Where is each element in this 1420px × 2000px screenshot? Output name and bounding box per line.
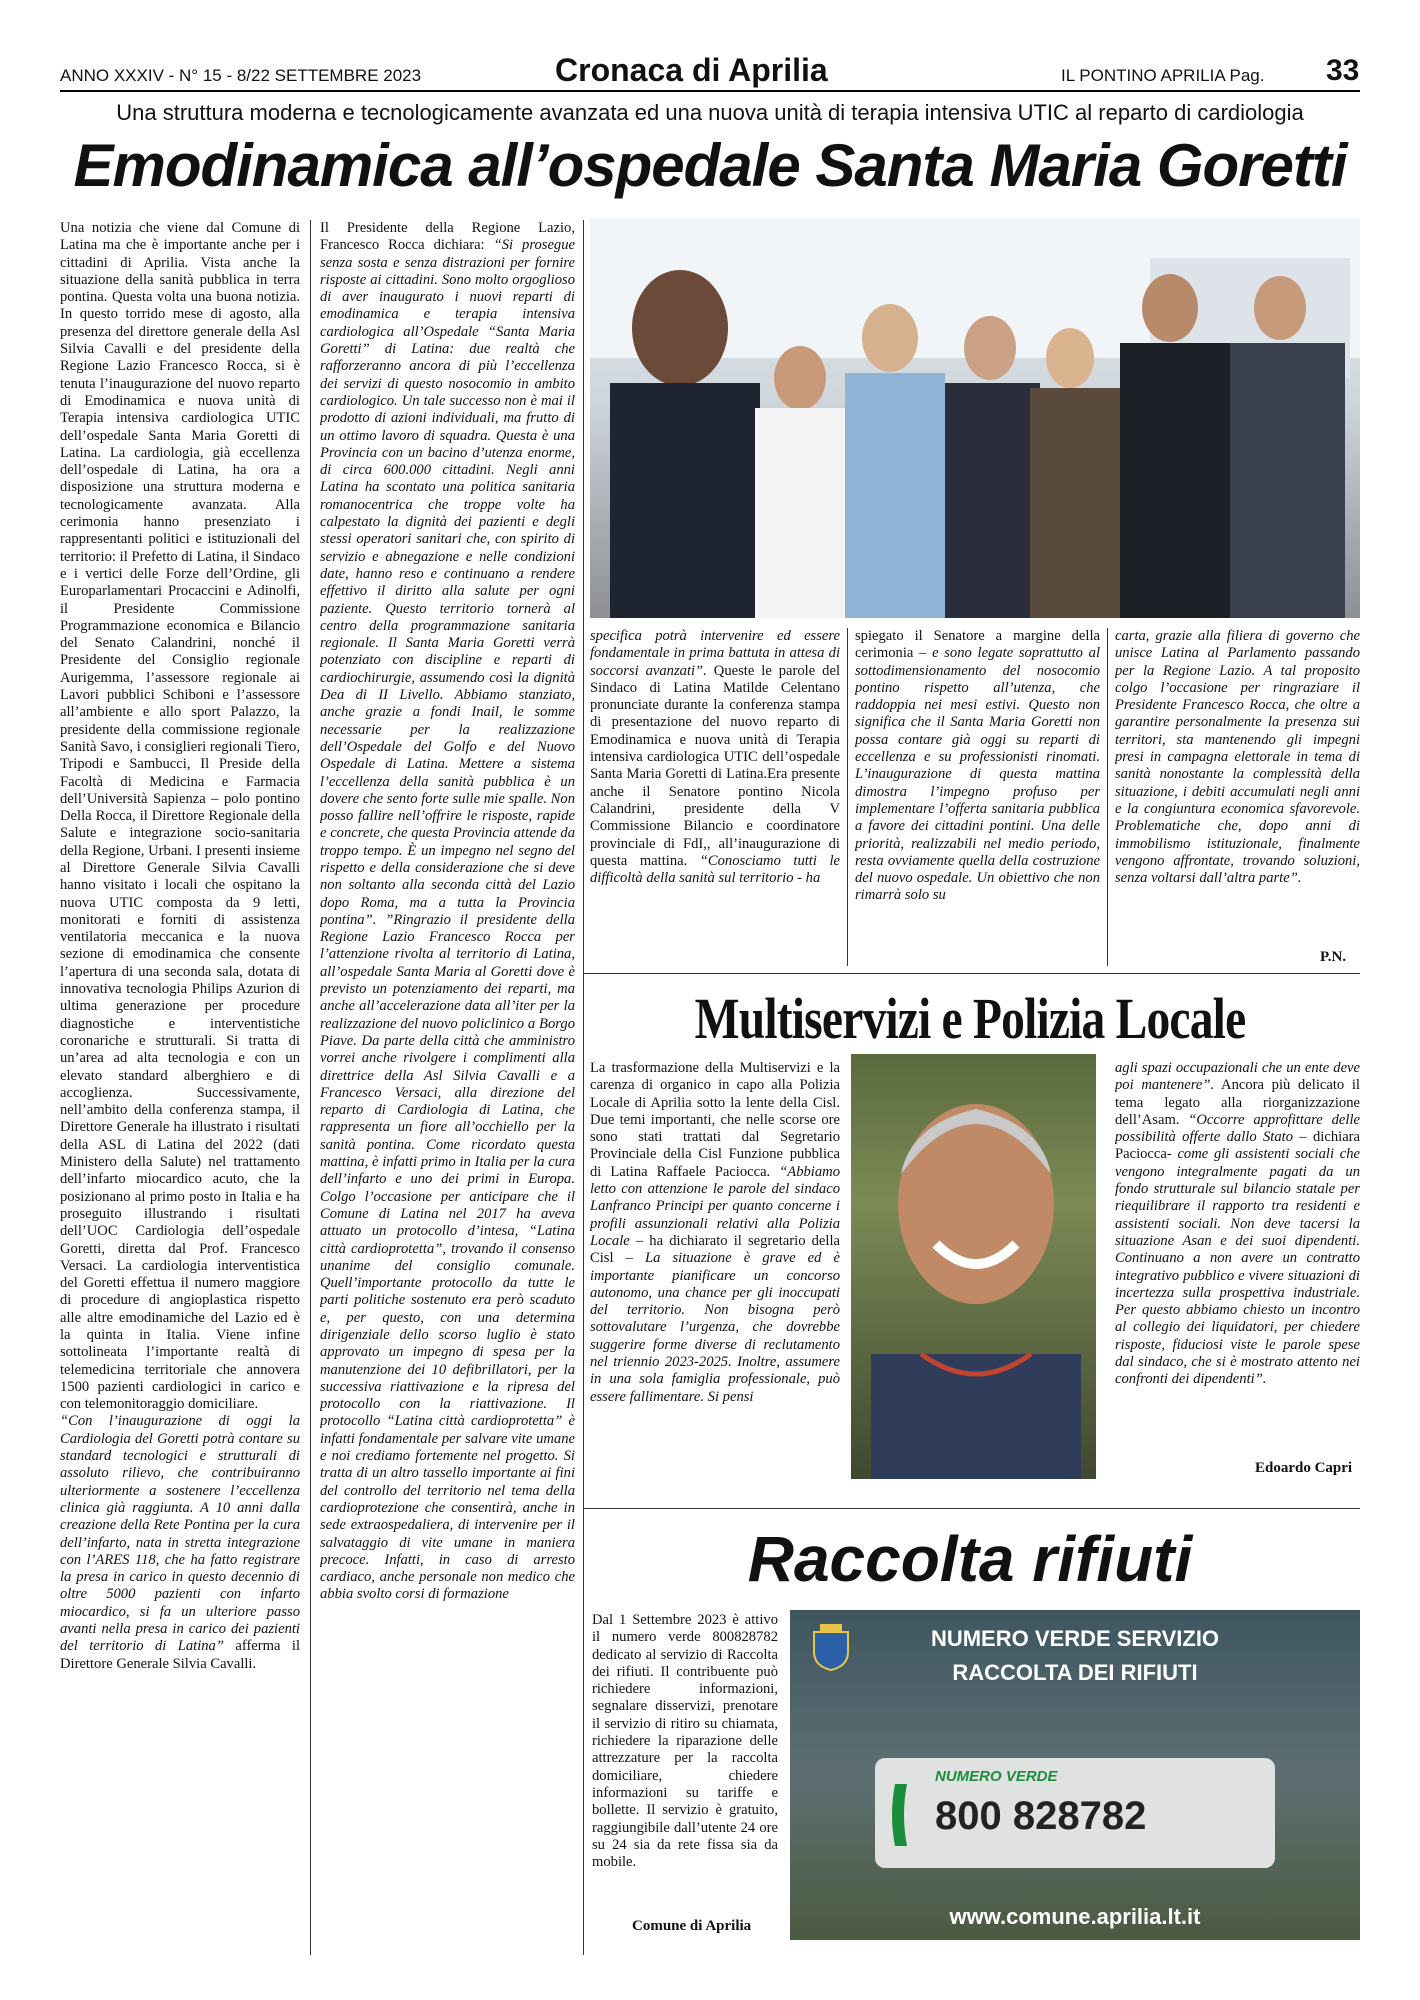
quote-text: “Conosciamo tutti le difficoltà della sanità sul territorio - ha bbox=[590, 852, 840, 887]
article-headline: Emodinamica all’ospedale Santa Maria Goretti bbox=[73, 132, 1347, 199]
multiservizi-headline: Multiservizi e Polizia Locale bbox=[694, 986, 1246, 1051]
article-signature: P.N. bbox=[1320, 949, 1347, 965]
ad-subtitle: RACCOLTA DEI RIFIUTI bbox=[952, 1660, 1198, 1685]
multiservizi-column-2 bbox=[1115, 1060, 1360, 1460]
quote-text: “Con l’inaugurazione di oggi la Cardiologia del Goretti potrà contare su standard tecnologici e strutturali di assoluto rilievo, che contribuiranno ulteriormente a sostenere l’eccellenza clinica già raggiunta. A 10 anni dalla creazione della Rete Pontina per la cura dell’infarto, nata in stretta integrazione con l’ARES 118, che ha fatto registrare la presa in carico in questo decennio di oltre 5000 pazienti con infarto miocardico, si fa un ulteriore passo avanti nella presa in carico dei pazienti del territorio di Latina” bbox=[60, 1413, 300, 1655]
numero-verde-ad bbox=[790, 1610, 1360, 1940]
multiservizi-column-1 bbox=[590, 1060, 840, 1480]
multiservizi-signature: Edoardo Capri bbox=[1255, 1460, 1353, 1476]
column-divider bbox=[310, 220, 311, 1955]
column-text: Queste le parole del Sindaco di Latina Matilde Celentano pronunciate durante la conferenza stampa di presentazione del nuovo reparto di Emodinamica e nuova unità di Terapia intensiva cardiologica UTIC dell’ospedale Santa Maria Goretti di Latina.Era presente anche il Senatore pontino Nicola Calandrini, presidente della V Commissione Bilancio e coordinatore provinciale di FdI,, all’inaugurazione di questa mattina. bbox=[590, 662, 840, 869]
section-title: Cronaca di Aprilia bbox=[555, 52, 828, 88]
section-divider bbox=[583, 1508, 1360, 1509]
quote-text: “Occorre approfittare delle possibilità offerte dallo Stato bbox=[1115, 1111, 1360, 1146]
article-subtitle: Una struttura moderna e tecnologicamente avanzata ed una nuova unità di terapia intensiva UTIC al reparto di cardiologia bbox=[116, 100, 1304, 125]
quote-text: “Si prosegue senza sosta e senza distrazioni per fornire risposte ai cittadini. Sono molto orgoglioso di aver inaugurato i nuovi reparti di emodinamica e terapia intensiva cardiologica all’Ospedale “Santa Maria Goretti” di Latina: due realtà che rafforzeranno ancora di più l’eccellenza dei servizi di questo nosocomio in ambito cardiologico. Un tale successo non è mai il prodotto di azioni individuali, ma frutto di un ottimo lavoro di squadra. Questa è una Provincia con un bacino d’utenza enorme, di circa 600.000 cittadini. Negli anni Latina ha scontato una politica sanitaria romanocentrica che troppe volte ha calpestato la dignità dei pazienti e degli stessi operatori sanitari che, con spirito di servizio e abnegazione e nelle condizioni date, hanno reso e continuano a rendere effettivo il diritto alla salute per ogni paziente. Questo territorio tornerà al centro della programmazione sanitaria regionale. Il Santa Maria Goretti verrà potenziato con discipline e reparti di cardiochirurgie, assumendo così la dignità Dea di II Livello. Abbiamo stanziato, anche grazie a fondi Inail, le somme necessarie per la realizzazione dell’Ospedale del Golfo e del Nuovo Ospedale di Latina. Mettere a sistema l’eccellenza della sanità pubblica è un dovere che sento forte sulle mie spalle. Non posso fallire nell’offrire le risposte, rapide e concrete, che questa Provincia attende da troppo tempo. È un impegno nel segno del rispetto e della considerazione che si deve non soltanto alla seconda città del Lazio dopo Roma, ma a tutta la Provincia pontina”. ”Ringrazio il presidente della Regione Lazio Francesco Rocca per l’attenzione rivolta al territorio di Latina, all’ospedale Santa Maria al Goretti dove è previsto un potenziamento dei reparti, ma anche all’accelerazione data all’iter per la realizzazione del nuovo policlinico a Borgo Piave. Da parte della città che amministro vorrei anche rivolgere i complimenti alla direttrice della Asl Silvia Cavalli e a Francesco Versaci, alla direzione del reparto di Cardiologia di Latina, che rappresenta un fiore all’occhiello per la sanità pontina. Come ricordato questa mattina, è infatti primo in Italia per la cura dell’infarto e uno dei primi in Europa. Colgo l’occasione per anticipare che il Comune di Latina nel 2017 ha aveva attuato un protocollo d’intesa, “Latina città cardioprotetta”, trovando il consenso unanime del consiglio comunale. Quell’importante protocollo da tutte le parti politiche sostenuto era però scaduto e, per questo, con una determina dirigenziale dello scorso luglio è stato approvato un impegno di spesa per la manutenzione dei 10 defibrillatori, per la successiva riattivazione e la ripresa del protocollo con la riattivazione. Il protocollo “Latina città cardioprotetta” è infatti fondamentale per salvare vite umane e noi crediamo fortemente nel progetto. Si tratta di un altro tassello importante ai fini del controllo del territorio nel tema della cardioprotezione che consentirà, anche in sede extraospedaliera, di intervenire per il salvataggio di vite umane in maniera precoce. Infatti, in caso di arresto cardiaco, anche personale non medico che abbia svolto corsi di formazione bbox=[320, 237, 575, 1603]
column-text: Dal 1 Settembre 2023 è attivo il numero verde 800828782 dedicato al servizio di Raccolta dei rifiuti. Il contribuente può richiedere informazioni, segnalare disservizi, prenotare il servizio di ritiro su chiamata, richiedere la riparazione delle attrezzature per la raccolta domiciliare, chiedere informazioni su tariffe e bollette. Il servizio è gratuito, raggiungibile dall’utente 24 ore su 24 sia da rete fissa sia da mobile. bbox=[592, 1612, 778, 1871]
publication-name: IL PONTINO APRILIA Pag. bbox=[1061, 66, 1265, 85]
column-text: afferma il Direttore Generale Silvia Cavalli. bbox=[60, 1638, 300, 1672]
column-text: Il Presidente della Regione Lazio, Francesco Rocca dichiara: bbox=[320, 220, 575, 254]
page-number: 33 bbox=[1326, 54, 1360, 87]
column-text: – dichiara Paciocca- bbox=[1115, 1129, 1360, 1163]
inauguration-photo bbox=[590, 218, 1360, 618]
ad-title: NUMERO VERDE SERVIZIO bbox=[930, 1626, 1220, 1651]
quote-text: come gli assistenti sociali che vengono integralmente pagati da un fondo strutturale sul bilancio statale per riequilibrare il rapporto tra residenti e assistenti sociali. Non deve tacersi la situazione Asan e dei suoi dipendenti. Continuano a non avere un contratto integrativo pubblico e vivere situazioni di incertezza sulla prospettiva industriale. Per questo abbiamo chiesto un incontro al collegio dei liquidatori, per chiedere risposte, fiduciosi viste le parole spese dal sindaco, che si è mostrato attento nei confronti dei dipendenti”. bbox=[1115, 1146, 1360, 1388]
column-text: La trasformazione della Multiservizi e la carenza di organico in capo alla Polizia Locale di Aprilia sotto la lente della Cisl. Due temi importanti, che nelle scorse ore sono stati trattati dal Segretario Provinciale della Cisl Funzione pubblica di Latina Raffaele Paciocca. bbox=[590, 1060, 840, 1180]
raccolta-body bbox=[592, 1612, 778, 1912]
phone-card bbox=[875, 1758, 1275, 1868]
column-text: Una notizia che viene dal Comune di Latina ma che è importante anche per i cittadini di Aprilia. Vista anche la situazione della sanità pubblica in terra pontina. Questa volta una buona notizia. In questo torrido mese di agosto, alla presenza del direttore generale della Asl Silvia Cavalli e del presidente della Regione Lazio Francesco Rocca, si è tenuta l’inaugurazione del nuovo reparto di Emodinamica e nuova unità di Terapia intensiva cardiologica UTIC dell’ospedale Santa Maria Goretti di Latina. La cardiologia, già eccellenza dell’ospedale di Latina, ha ora a disposizione una struttura moderna e tecnologicamente avanzata. Alla cerimonia hanno presenziato i rappresentanti politici e istituzionali del territorio: il Prefetto di Latina, il Sindaco e i vertici delle Forze dell’Ordine, gli Europarlamentari Procaccini e Adinolfi, il Presidente Commissione Programmazione economica e Bilancio del Senato Calandrini, nonché il Presidente del Consiglio regionale Aurigemma, l’assessore regionale ai Lavori pubblici Schiboni e l’assessore all’ambiente e allo sport Palazzo, la presidente della commissione regionale Sanità Savo, i consiglieri regionali Tiero, Tripodi e Sambucci, Il Preside della Facoltà di Medicina e Farmacia dell’Università Sapienza – polo pontino Della Rocca, il Direttore Regionale della Salute e integrazione socio-sanitaria della Regione, Urbani. I presenti insieme al Direttore Generale Silvia Cavalli hanno visitato i locali che ospitano la nuova UTIC composta da 9 letti, monitorati e forniti di assistenza ventilatoria meccanica e la nuova sezione di emodinamica che consente l’apertura di una seconda sala, dotata di innovativa tecnologia Philips Azurion di ultima generazione per procedure diagnostiche e interventistiche coronariche e strutturali. Si tratta di un’area ad alta tecnologia e con un elevato standard alberghiero e di accoglienza. Successivamente, nell’ambito della conferenza stampa, il Direttore Generale ha illustrato i risultati della ASL di Latina del 2022 (dati Ministero della Salute) nel trattamento dell’infarto miocardico acuto, che la posizionano al primo posto in Italia e ha proseguito illustrando i risultati dell’UOC Cardiologia dell’ospedale Goretti, diretta dal Prof. Francesco Versaci. La cardiologia interventistica del Goretti effettua il numero maggiore di procedure di angioplastica rispetto alle altre emodinamiche del Lazio ed è la quinta in Italia. Viene infine sottolineata l’importante realtà di telemedicina territoriale che annovera 1500 pazienti cardiologici in carico e con telemonitoraggio domiciliare. bbox=[60, 220, 300, 1413]
article-column-4 bbox=[855, 628, 1100, 966]
article-column-1 bbox=[60, 220, 300, 1955]
quote-text: La situazione è grave ed è importante pianificare un concorso autonomo, una chance per gli inoccupati del territorio. Non bisogna però sottovalutare l’urgenza, che dovrebbe suggerire forme diverse di reclutamento nel triennio 2023-2025. Inoltre, assumere in una sola famiglia professionale, può essere fallimentare. Si pensi bbox=[590, 1250, 840, 1405]
quote-text: specifica potrà intervenire ed essere fondamentale in prima battuta in attesa di soccorsi avanzati”. bbox=[590, 628, 840, 679]
header-rule bbox=[60, 90, 1360, 92]
column-text: spiegato il Senatore a margine della cerimonia – bbox=[855, 628, 1100, 662]
section-divider bbox=[583, 973, 1360, 974]
column-text: Ancora più delicato il tema legato alla riorganizzazione dell’Asam. bbox=[1115, 1077, 1360, 1128]
quote-text: agli spazi occupazionali che un ente deve poi mantenere”. bbox=[1115, 1060, 1360, 1094]
phone-handset-icon bbox=[887, 1780, 927, 1850]
column-divider bbox=[847, 628, 848, 966]
article-column-2 bbox=[320, 220, 575, 1955]
website-url: www.comune.aprilia.lt.it bbox=[949, 1904, 1201, 1929]
column-divider bbox=[1107, 628, 1108, 966]
quote-text: “Abbiamo letto con attenzione le parole del sindaco Lanfranco Principi per quanto concerne i profili assunzionali relativi alla Polizia Locale bbox=[590, 1163, 840, 1249]
quote-text: carta, grazie alla filiera di governo che unisce Latina al Parlamento passando per la Regione Lazio. A tal proposito colgo l’occasione per ringraziare il Presidente Francesco Rocca, che oltre a garantire personalmente la presenza sui territori, sta mantenendo gli impegni presi in campagna elettorale in tema di sanità nonostante la complessità della situazione, i debiti accumulati negli anni e la congiuntura economica sfavorevole. Problematiche che, dopo anni di immobilismo istituzionale, finalmente vengono affrontate, trovando soluzioni, senza voltarsi dall’altra parte”. bbox=[1115, 628, 1360, 887]
raccolta-signature: Comune di Aprilia bbox=[632, 1918, 752, 1934]
portrait-photo bbox=[851, 1054, 1096, 1479]
article-column-5 bbox=[1115, 628, 1360, 946]
people-group-illustration bbox=[590, 218, 1360, 618]
phone-number: 800 828782 bbox=[935, 1794, 1147, 1838]
portrait-illustration bbox=[851, 1054, 1096, 1479]
column-divider bbox=[583, 220, 584, 1955]
article-column-3 bbox=[590, 628, 840, 966]
column-text: – ha dichiarato il segretario della Cisl – bbox=[590, 1232, 840, 1267]
quote-text: e sono legate soprattutto al sottodimensionamento del nosocomio pontino rispetto all’utenza, che raddoppia nei mesi estivi. Questo non significa che il Santa Maria Goretti non possa contare già oggi su reparti di eccellenza e su professionisti rinomati. L’inaugurazione di questa mattina dimostra l’impegno profuso per implementare l’offerta sanitaria pubblica a favore dei cittadini pontini. Una delle priorità, realizzabili nel medio periodo, resta ovviamente quella della costruzione del nuovo ospedale. Un obiettivo che non rimarrà solo su bbox=[855, 645, 1100, 904]
raccolta-headline: Raccolta rifiuti bbox=[747, 1523, 1193, 1595]
phone-label: NUMERO VERDE bbox=[935, 1768, 1058, 1785]
issue-info: ANNO XXXIV - N° 15 - 8/22 SETTEMBRE 2023 bbox=[60, 66, 422, 85]
